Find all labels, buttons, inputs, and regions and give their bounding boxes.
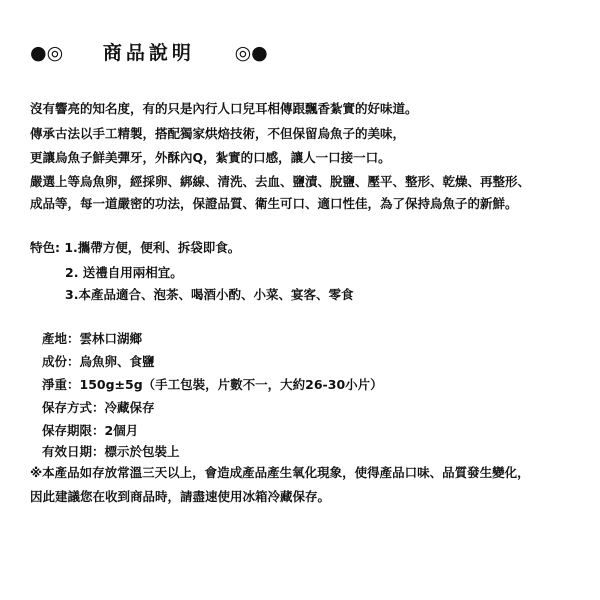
title-left-symbols: ●◎ xyxy=(30,42,64,64)
note-line-2: 因此建議您在收到商品時，請盡速使用冰箱冷藏保存。 xyxy=(30,489,331,504)
feature-item-1: 1.攜帶方便，便利、拆袋即食。 xyxy=(64,240,241,255)
spec-shelf-life: 保存期限：2個月 xyxy=(42,423,139,438)
intro-line-3: 更讓烏魚子鮮美彈牙，外酥內Q，紮實的口感，讓人一口接一口。 xyxy=(30,150,391,165)
intro-line-5: 成品等，每一道嚴密的功法，保證品質、衛生可口、適口性佳，為了保持烏魚子的新鮮。 xyxy=(30,196,518,211)
intro-line-4: 嚴選上等烏魚卵，經採卵、綁線、清洗、去血、鹽漬、脫鹽、壓平、整形、乾燥、再整形、 xyxy=(30,174,531,189)
spec-ingredients: 成份：烏魚卵、食鹽 xyxy=(42,354,155,369)
spec-net-weight: 淨重：150g±5g（手工包裝，片數不一，大約26-30小片） xyxy=(42,377,383,392)
title-right-symbols: ◎● xyxy=(234,42,268,64)
spec-storage: 保存方式：冷藏保存 xyxy=(42,400,155,415)
feature-item-3: 3.本產品適合、泡茶、喝酒小酌、小菜、宴客、零食 xyxy=(65,287,354,302)
intro-line-2: 傳承古法以手工精製，搭配獨家烘焙技術，不但保留烏魚子的美味， xyxy=(30,126,406,141)
title-text: 商品說明 xyxy=(102,42,195,64)
spec-expiry: 有效日期：標示於包裝上 xyxy=(42,444,180,459)
spec-origin: 產地：雲林口湖鄉 xyxy=(42,331,143,346)
page-title xyxy=(30,38,268,65)
intro-line-1: 沒有響亮的知名度，有的只是內行人口兒耳相傳跟飄香紮實的好味道。 xyxy=(30,101,418,116)
features-label: 特色: xyxy=(30,240,65,255)
note-line-1: ※本產品如存放常溫三天以上，會造成產品產生氧化現象，使得產品口味、品質發生變化， xyxy=(30,465,530,480)
features-line-1 xyxy=(30,240,240,256)
feature-item-2: 2. 送禮自用兩相宜。 xyxy=(65,265,183,280)
